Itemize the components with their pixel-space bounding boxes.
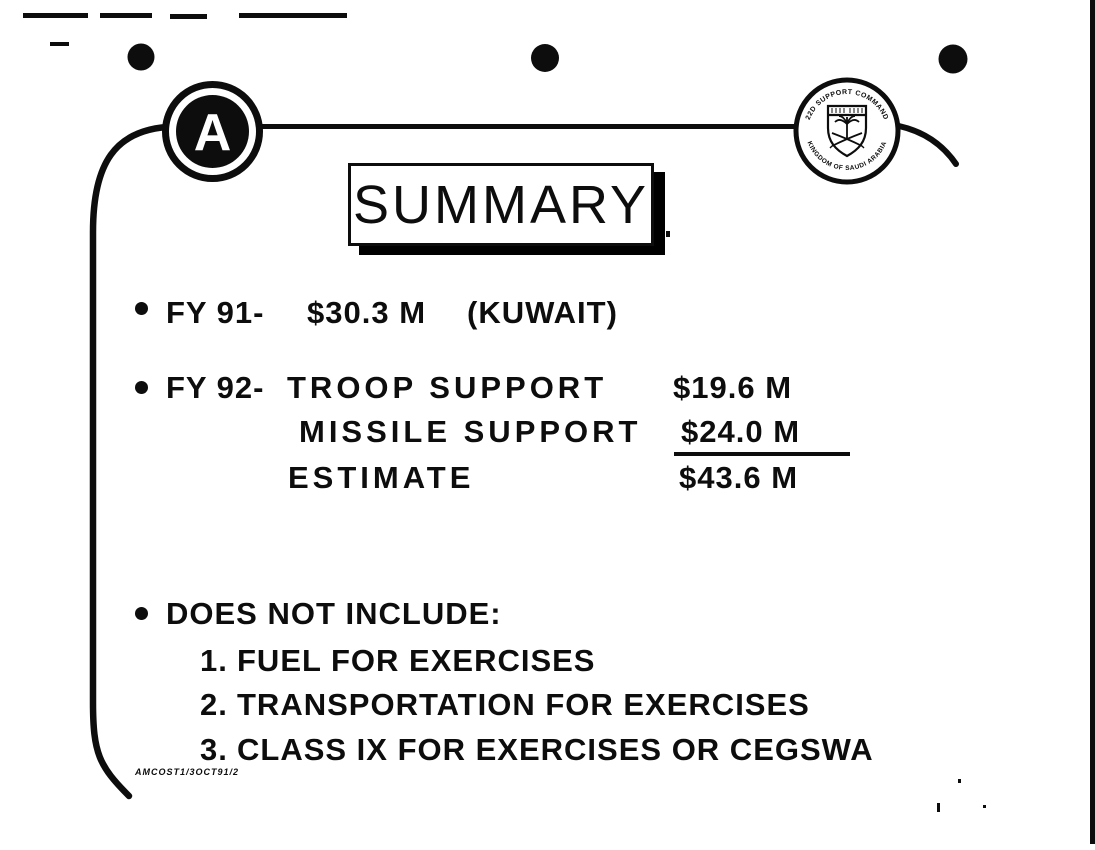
excludes-item-text: TRANSPORTATION FOR EXERCISES [237, 687, 810, 722]
seal-bottom-text: KINGDOM OF SAUDI ARABIA [805, 140, 889, 173]
excludes-label: DOES NOT INCLUDE: [166, 596, 502, 631]
fy92-row-item: MISSILE SUPPORT [299, 414, 642, 449]
logo-monogram: A [193, 104, 232, 162]
fy91-note: (KUWAIT) [467, 295, 618, 330]
scan-artifact-dashes [23, 13, 347, 46]
fy91-amount: $30.3 M [307, 295, 427, 330]
slide-border-top [262, 124, 794, 129]
fy92-row-amount: $43.6 M [679, 460, 799, 495]
excludes-item-number: 1. [200, 643, 228, 678]
bullet-dot [135, 381, 148, 394]
army-a-logo [160, 79, 265, 184]
slide-id-code: AMCOST1/3OCT91/2 [135, 767, 240, 777]
excludes-item-number: 3. [200, 732, 228, 767]
fy92-row-item: TROOP SUPPORT [287, 370, 608, 405]
fy92-row-item: ESTIMATE [288, 460, 475, 495]
hole-punch-dot [531, 44, 559, 72]
fy92-label: FY 92- [166, 370, 265, 405]
hole-punch-dot [939, 45, 968, 74]
fy92-row-amount: $24.0 M [681, 414, 801, 449]
slide-border-left [93, 127, 167, 796]
bullet-dot [135, 607, 148, 620]
slide-border-hook [899, 126, 956, 164]
support-command-seal [792, 76, 902, 186]
excludes-item-text: FUEL FOR EXERCISES [237, 643, 596, 678]
excludes-item-text: CLASS IX FOR EXERCISES OR CEGSWA [237, 732, 874, 767]
hole-punch-dot [128, 44, 155, 71]
scan-specks [666, 231, 986, 812]
slide-title-box [348, 163, 654, 246]
sum-rule [674, 452, 850, 456]
seal-top-text: 22D SUPPORT COMMAND [804, 88, 890, 122]
page-edge-line [1090, 0, 1095, 844]
fy92-row-amount: $19.6 M [673, 370, 793, 405]
excludes-item-number: 2. [200, 687, 228, 722]
bullet-dot [135, 302, 148, 315]
page-title: SUMMARY [352, 174, 650, 235]
fy91-label: FY 91- [166, 295, 265, 330]
